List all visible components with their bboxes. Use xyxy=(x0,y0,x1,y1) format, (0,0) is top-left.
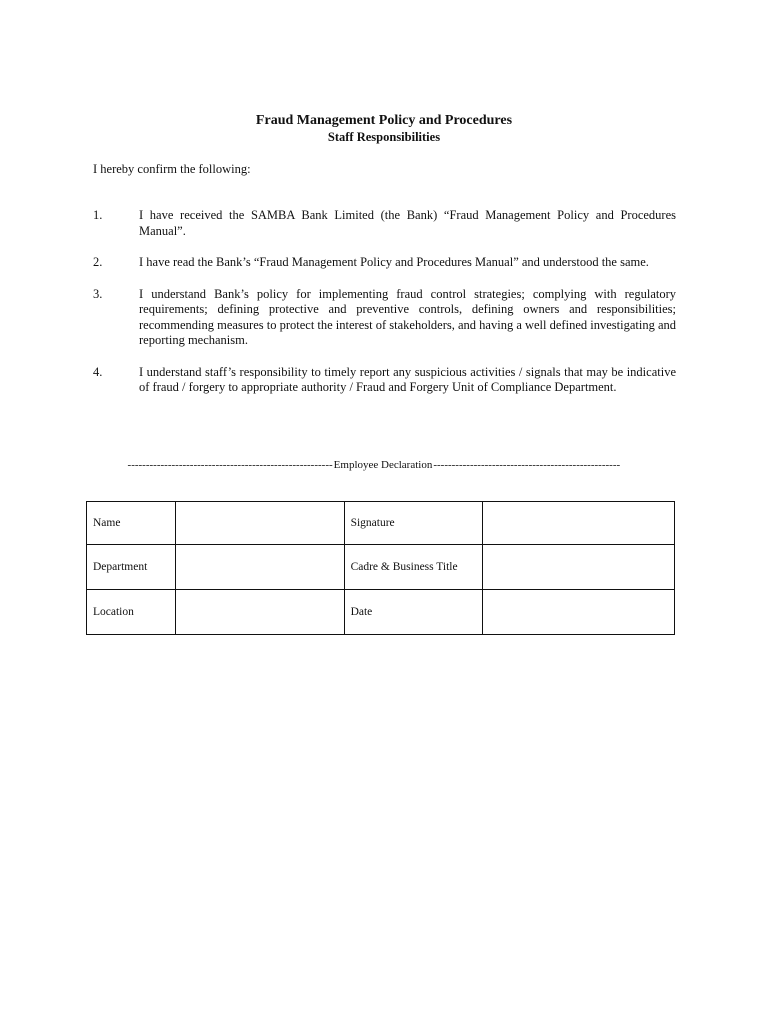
cadre-business-title-field[interactable] xyxy=(483,545,675,590)
cadre-business-title-label: Cadre & Business Title xyxy=(344,545,483,590)
list-item-text: I understand staff’s responsibility to timely report any suspicious activities / signals that may be indicative of fraud / forgery to appropriate authority / Fraud and Forgery Unit of Compliance Department. xyxy=(139,364,676,394)
list-item xyxy=(93,365,676,396)
table-row xyxy=(87,502,675,545)
list-item xyxy=(93,255,676,271)
signature-label: Signature xyxy=(344,502,483,545)
divider-dashes-left: -------------------------------------------------------- xyxy=(127,459,333,471)
list-item-number: 3. xyxy=(93,286,103,301)
date-field[interactable] xyxy=(483,590,675,635)
list-item-number: 2. xyxy=(93,255,103,269)
department-label: Department xyxy=(87,545,176,590)
document-subtitle: Staff Responsibilities xyxy=(327,130,441,144)
table-row xyxy=(87,545,675,590)
list-item-text: I understand Bank’s policy for implementing fraud control strategies; complying with regulatory requirements; defining protective and preventive controls, defining owners and responsibilities; recommending measures to protect the interest of stakeholders, and having a well defined investigating and reporting mechanism. xyxy=(139,286,676,347)
list-item xyxy=(93,208,676,239)
list-item-text: I have read the Bank’s “Fraud Management Policy and Procedures Manual” and understood the same. xyxy=(139,255,649,269)
location-label: Location xyxy=(87,590,176,635)
list-item xyxy=(93,287,676,349)
date-label: Date xyxy=(344,590,483,635)
employee-declaration-table xyxy=(86,501,675,635)
divider-dashes-right: --------------------------------------------------- xyxy=(433,459,621,471)
intro-text: I hereby confirm the following: xyxy=(93,162,251,176)
divider-label: Employee Declaration xyxy=(333,459,433,471)
table-row xyxy=(87,590,675,635)
department-field[interactable] xyxy=(175,545,344,590)
location-field[interactable] xyxy=(175,590,344,635)
signature-field[interactable] xyxy=(483,502,675,545)
title-block xyxy=(0,112,768,145)
name-field[interactable] xyxy=(175,502,344,545)
list-item-text: I have received the SAMBA Bank Limited (the Bank) “Fraud Management Policy and Procedures Manual”. xyxy=(139,208,676,238)
confirmation-list xyxy=(93,208,676,412)
list-item-number: 4. xyxy=(93,364,103,379)
document-title: Fraud Management Policy and Procedures xyxy=(255,113,513,128)
list-item-number: 1. xyxy=(93,208,103,222)
name-label: Name xyxy=(87,502,176,545)
employee-declaration-divider xyxy=(93,458,673,472)
